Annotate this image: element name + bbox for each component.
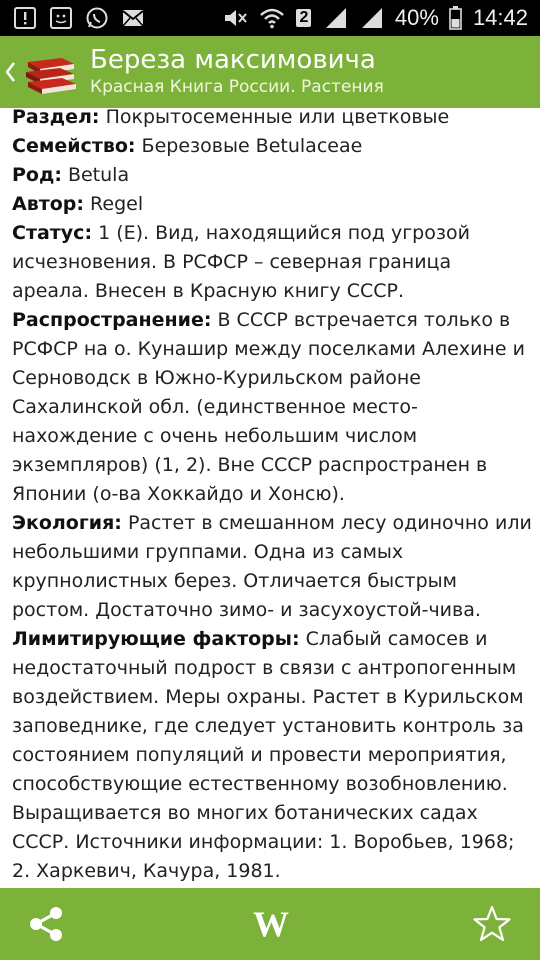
- author-label: Автор:: [12, 193, 84, 215]
- clock: 14:42: [472, 5, 528, 30]
- battery-icon: [449, 6, 463, 30]
- ecology-value: Растет в смешанном лесу одиночно или небольшими группами. Одна из самых крупнолистных берез. Отличается быстрым ростом. Достаточно зимо- и засухоустой-чива.: [12, 512, 532, 621]
- red-book-logo-icon[interactable]: [22, 44, 80, 100]
- ecology-row: [12, 509, 532, 625]
- page-title: Береза максимовича: [90, 45, 376, 75]
- distribution-value: В СССР встречается только в РСФСР на о. Кунашир между поселками Алехине и Серноводск в Южно-Курильском районе Сахалинской обл. (единственное место-нахождение с очень небольшим числом экземпляров) (1, 2). Вне СССР распространен в Японии (о-ва Хоккайдо и Хонсю).: [12, 309, 525, 505]
- signal-icon: [323, 6, 349, 30]
- star-icon[interactable]: [470, 902, 514, 946]
- battery-percent: 40%: [394, 5, 439, 30]
- status-label: Статус:: [12, 222, 93, 244]
- back-chevron-icon[interactable]: [4, 61, 20, 83]
- share-icon[interactable]: [24, 902, 68, 946]
- limiting-factors-value: Слабый самосев и недостаточный подрост в связи с антропогенным воздействием. Меры охраны. Растет в Курильском заповеднике, где следует установить контроль за состоянием популяций и провести мероприятия, способствующие естественному возобновлению. Выращивается во многих ботанических садах СССР. Источники информации: 1. Воробьев, 1968; 2. Харкевич, Качура, 1981.: [12, 628, 524, 882]
- limiting-factors-row: [12, 625, 532, 886]
- message-icon: [48, 6, 74, 30]
- wikipedia-icon: W: [253, 904, 285, 944]
- distribution-row: [12, 306, 532, 509]
- status-bar: [0, 0, 540, 36]
- genus-row: [12, 161, 532, 190]
- family-row: [12, 132, 532, 161]
- genus-value: Betula: [61, 164, 130, 186]
- section-row: [12, 103, 532, 132]
- mail-icon: [120, 6, 146, 30]
- mute-icon: [223, 6, 249, 30]
- family-value: Березовые Betulaceae: [135, 135, 363, 157]
- limiting-factors-label: Лимитирующие факторы:: [12, 628, 300, 650]
- whatsapp-icon: [84, 6, 110, 30]
- section-value: Покрытосеменные или цветковые: [99, 106, 450, 128]
- bottom-action-bar: [0, 888, 540, 960]
- alert-icon: [12, 6, 38, 30]
- app-bar-titles: [90, 45, 384, 99]
- sim-number: 2: [296, 9, 311, 27]
- signal-icon-secondary: [359, 6, 385, 30]
- article-content[interactable]: [0, 108, 540, 888]
- wikipedia-button[interactable]: [247, 902, 291, 946]
- family-label: Семейство:: [12, 135, 136, 157]
- status-row: [12, 219, 532, 306]
- wifi-icon: [259, 6, 285, 30]
- status-bar-system: [223, 5, 528, 31]
- genus-label: Род:: [12, 164, 62, 186]
- sim-badge: [295, 6, 313, 30]
- app-bar: [0, 36, 540, 108]
- author-value: Regel: [84, 193, 144, 215]
- ecology-label: Экология:: [12, 512, 122, 534]
- section-label: Раздел:: [12, 106, 100, 128]
- status-value: 1 (Е). Вид, находящийся под угрозой исчезновения. В РСФСР – северная граница ареала. Внесен в Красную книгу СССР.: [12, 222, 470, 302]
- status-bar-notifications: [12, 6, 146, 30]
- distribution-label: Распространение:: [12, 309, 212, 331]
- page-subtitle: Красная Книга России. Растения: [90, 77, 384, 97]
- author-row: [12, 190, 532, 219]
